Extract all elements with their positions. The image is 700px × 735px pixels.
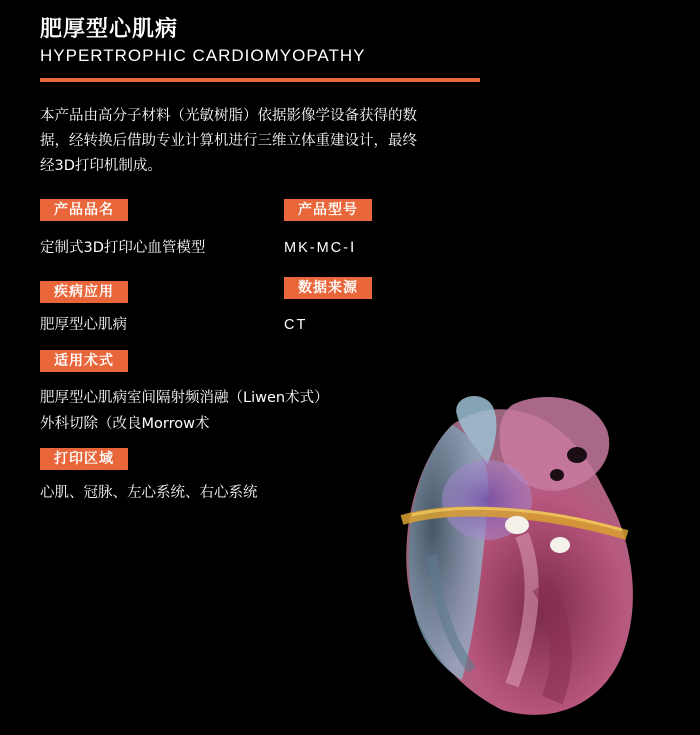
product-description: [40, 104, 480, 179]
description-line: 据，经转换后借助专业计算机进行三维立体重建设计，最终: [40, 133, 417, 149]
surgery-value-1: 肥厚型心肌病室间隔射频消融（Liwen术式）: [40, 390, 329, 406]
product-name-label: 产品品名: [40, 199, 128, 221]
data-source-label: 数据来源: [284, 277, 372, 299]
print-area-label: 打印区域: [40, 448, 128, 470]
product-model-value: MK-MC-Ⅰ: [284, 240, 357, 256]
page-title-cn: 肥厚型心肌病: [40, 17, 179, 42]
title-divider: [40, 78, 480, 82]
description-line: 本产品由高分子材料（光敏树脂）依据影像学设备获得的数: [40, 108, 417, 124]
product-name-value: 定制式3D打印心血管模型: [40, 240, 206, 256]
surgery-value-2: 外科切除（改良Morrow术: [40, 416, 210, 432]
disease-label: 疾病应用: [40, 281, 128, 303]
disease-value: 肥厚型心肌病: [40, 317, 127, 333]
product-model-label: 产品型号: [284, 199, 372, 221]
description-line: 经3D打印机制成。: [40, 158, 162, 174]
surgery-label: 适用术式: [40, 350, 128, 372]
page-title-en: HYPERTROPHIC CARDIOMYOPATHY: [40, 46, 366, 65]
data-source-value: CT: [284, 317, 308, 333]
heart-model-image: [392, 385, 652, 725]
print-area-value: 心肌、冠脉、左心系统、右心系统: [40, 485, 258, 501]
